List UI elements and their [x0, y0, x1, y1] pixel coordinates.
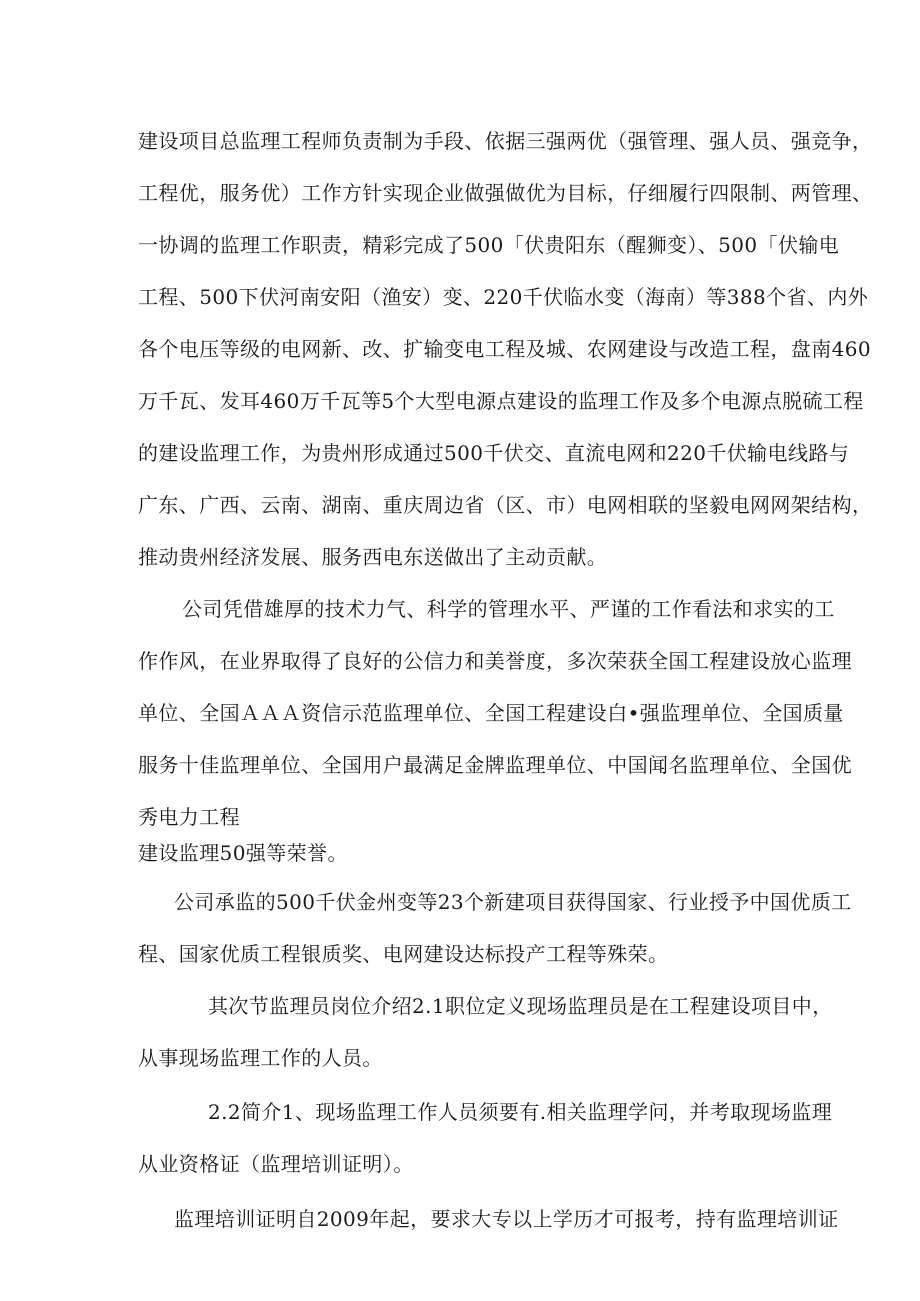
text-line: 工程、500下伏河南安阳（渔安）变、220千伏临水变（海南）等388个省、内外	[138, 285, 869, 309]
text-line: 公司凭借雄厚的技术力气、科学的管理水平、严谨的工作看法和求实的工	[182, 597, 835, 621]
text-line: 推动贵州经济发展、服务西电东送做出了主动贡献。	[138, 545, 608, 569]
text-line: 监理培训证明自2009年起，要求大专以上学历才可报考，持有监理培训证	[174, 1207, 839, 1231]
text-line: 单位、全国ＡＡＡ资信示范监理单位、全国工程建设白•强监理单位、全国质量	[138, 701, 844, 725]
text-line: 程、国家优质工程银质奖、电网建设达标投产工程等殊荣。	[138, 942, 669, 966]
text-line: 2.2简介1、现场监理工作人员须要有.相关监理学问，并考取现场监理	[208, 1100, 833, 1124]
text-line: 一协调的监理工作职责，精彩完成了500「伏贵阳东（醒狮变）、500「伏输电	[138, 233, 840, 257]
text-line: 万千瓦、发耳460万千瓦等5个大型电源点建设的监理工作及多个电源点脱硫工程	[138, 389, 864, 413]
text-line: 作作风，在业界取得了良好的公信力和美誉度，多次荣获全国工程建设放心监理	[138, 649, 852, 673]
text-line: 广东、广西、云南、湖南、重庆周边省（区、市）电网相联的坚毅电网网架结构，	[138, 493, 873, 517]
text-line: 秀电力工程	[138, 805, 240, 829]
text-line: 公司承监的500千伏金州变等23个新建项目获得国家、行业授予中国优质工	[174, 890, 852, 914]
text-line: 从业资格证（监理培训证明）。	[138, 1152, 414, 1176]
text-line: 建设监理50强等荣誉。	[138, 841, 348, 865]
text-line: 服务十佳监理单位、全国用户最满足金牌监理单位、中国闻名监理单位、全国优	[138, 753, 852, 777]
text-line: 的建设监理工作，为贵州形成通过500千伏交、直流电网和220千伏输电线路与	[138, 441, 850, 465]
text-line: 从事现场监理工作的人员。	[138, 1046, 383, 1070]
text-line: 建设项目总监理工程师负责制为手段、依据三强两优（强管理、强人员、强竞争，	[138, 129, 873, 153]
text-line: 其次节监理员岗位介绍2.1职位定义现场监理员是在工程建设项目中，	[208, 994, 833, 1018]
text-line: 工程优，服务优）工作方针实现企业做强做优为目标，仔细履行四限制、两管理、	[138, 181, 873, 205]
text-line: 各个电压等级的电网新、改、扩输变电工程及城、农网建设与改造工程，盘南460	[138, 337, 871, 361]
